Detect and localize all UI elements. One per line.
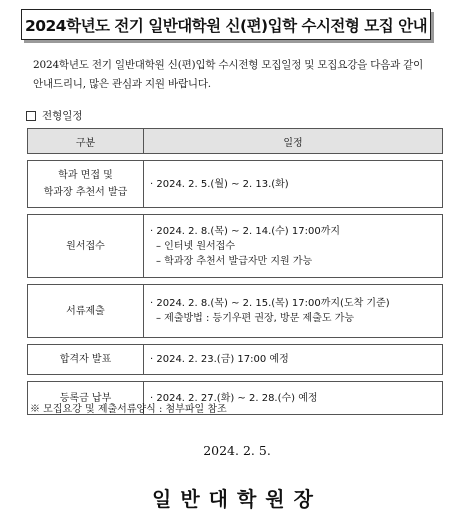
row-spacer bbox=[28, 154, 443, 161]
row-schedule bbox=[144, 215, 443, 278]
category-line: 등록금 납부 bbox=[59, 392, 112, 404]
table-header-row bbox=[28, 129, 443, 154]
section-label: 전형일정 bbox=[42, 110, 83, 122]
category-line: 학과 면접 및 bbox=[58, 170, 113, 181]
intro-line-2: 안내드리니, 많은 관심과 지원 바랍니다. bbox=[33, 78, 211, 90]
row-category bbox=[28, 345, 144, 375]
row-spacer bbox=[28, 278, 443, 285]
category-line: 학과장 추천서 발급 bbox=[43, 187, 128, 198]
schedule-detail: – 학과장 추천서 발급자만 지원 가능 bbox=[156, 255, 313, 267]
row-category bbox=[28, 215, 144, 278]
schedule-detail: – 제출방법 : 등기우편 권장, 방문 제출도 가능 bbox=[156, 313, 355, 324]
intro-line-1: 2024학년도 전기 일반대학원 신(편)입학 수시전형 모집일정 및 모집요강을 다음과 같이 bbox=[33, 59, 424, 71]
header-schedule: 일정 bbox=[144, 129, 443, 154]
schedule-main: · 2024. 2. 8.(목) ~ 2. 15.(목) 17:00까지(도착 기준) bbox=[150, 298, 390, 309]
row-category bbox=[28, 285, 144, 338]
table-row bbox=[28, 161, 443, 208]
attachment-note: ※ 모집요강 및 제출서류양식 : 첨부파일 참조 bbox=[30, 404, 227, 415]
schedule-main: · 2024. 2. 8.(목) ~ 2. 14.(수) 17:00까지 bbox=[150, 225, 341, 237]
document-title bbox=[21, 9, 431, 40]
section-heading bbox=[26, 108, 83, 123]
row-schedule bbox=[144, 161, 443, 208]
issue-date: 2024. 2. 5. bbox=[203, 443, 271, 458]
category-line: 서류제출 bbox=[66, 305, 105, 317]
schedule-main: · 2024. 2. 5.(월) ~ 2. 13.(화) bbox=[150, 178, 289, 190]
row-spacer bbox=[28, 208, 443, 215]
schedule-main: · 2024. 2. 27.(화) ~ 2. 28.(수) 예정 bbox=[150, 392, 318, 404]
category-line: 합격자 발표 bbox=[59, 354, 112, 365]
row-spacer bbox=[28, 375, 443, 382]
schedule-detail: – 인터넷 원서접수 bbox=[156, 240, 235, 252]
intro-paragraph bbox=[33, 56, 453, 94]
category-line: 원서접수 bbox=[66, 240, 105, 252]
schedule-table bbox=[27, 128, 443, 415]
table-row bbox=[28, 345, 443, 375]
title-text: 2024학년도 전기 일반대학원 신(편)입학 수시전형 모집 안내 bbox=[24, 16, 428, 35]
header-category: 구분 bbox=[28, 129, 144, 154]
schedule-main: · 2024. 2. 23.(금) 17:00 예정 bbox=[150, 354, 289, 365]
row-schedule bbox=[144, 345, 443, 375]
table-row bbox=[28, 285, 443, 338]
square-bullet-icon bbox=[26, 111, 36, 121]
row-schedule bbox=[144, 285, 443, 338]
row-category bbox=[28, 161, 144, 208]
row-spacer bbox=[28, 338, 443, 345]
table-row bbox=[28, 215, 443, 278]
signature-line: 일반대학원장 bbox=[152, 487, 322, 511]
